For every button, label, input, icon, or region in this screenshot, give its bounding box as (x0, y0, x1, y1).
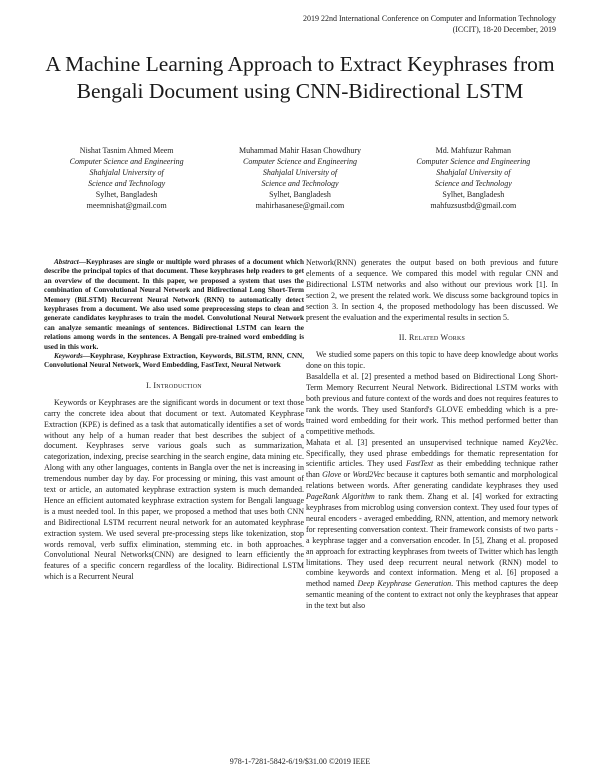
left-column (44, 258, 304, 583)
text-run-italic: Key2Vec (528, 437, 556, 447)
author-univ: Shahjalal University of (436, 168, 511, 177)
text-run: . Specifically, they used phrase embeddings for thematic representation for scientific articles. They used (306, 437, 558, 469)
author-univ: Shahjalal University of (89, 168, 164, 177)
author-1 (40, 145, 213, 211)
conference-header: 2019 22nd International Conference on Computer and Information Technology (ICCIT), 18-20 December, 2019 (302, 14, 556, 34)
author-univ: Science and Technology (434, 179, 512, 188)
author-email: mahirhasanese@gmail.com (255, 201, 345, 210)
author-dept: Computer Science and Engineering (243, 157, 357, 166)
author-block (40, 145, 560, 211)
author-city: Sylhet, Bangladesh (442, 190, 505, 199)
abstract-label: Abstract (54, 258, 79, 266)
paper-title: A Machine Learning Approach to Extract Keyphrases from Bengali Document using CNN-Bidirectional LSTM (45, 52, 555, 103)
author-name: Muhammad Mahir Hasan Chowdhury (239, 146, 361, 155)
text-run-italic: Glove (322, 470, 342, 480)
related-intro: We studied some papers on this topic to have deep knowledge about works done on this topic. (306, 350, 558, 371)
text-run: to rank them. Zhang et al. [4] worked for extracting keyphrases from microblog using conversion context. They used four types of neural encoders - averaged embedding, RNN, attention, and memory network for representing conversation context. Their framework consists of two parts - a keyphrase tagger and a conversation encoder. In [5], Zhang et al. proposed an approach for extracting keyphrases from tweets of Twitter which has length limitations. They used deep recurrent neural network (RNN) model to combine keywords and context information. Meng et al. [6] proposed a method named (306, 492, 558, 589)
author-univ: Science and Technology (261, 179, 339, 188)
abstract: Abstract—Keyphrases are single or multiple word phrases of a document which describe the principal topics of that document. These keyphrases help readers to get an overview of the document. In this paper, we proposed a system that uses the combination of Convolutional Neural Network and Bidirectional Long Short-Term Memory (BiLSTM) Recurrent Neural Network (RNN) to automatically detect keyphrases from a document. We also used some preprocessing steps to clean and generate candidates keyphrases to train the model. Convolutional Neural Network can analyze semantic meanings of sentences. Bidirectional LSTM can learn the relations among words in the sentences. A Bengali pre-trained word embedding is used in this work. (44, 258, 304, 351)
author-city: Sylhet, Bangladesh (95, 190, 158, 199)
text-run: or (341, 470, 353, 480)
author-univ: Science and Technology (88, 179, 166, 188)
section-heading-intro: I. Introduction (146, 380, 202, 390)
text-run: . This method captures the deep semantic meaning of the content to extract not only the keyphrases that appear in the text but also (306, 579, 559, 611)
author-dept: Computer Science and Engineering (416, 157, 531, 166)
text-run: as their embedding technique rather than (306, 459, 559, 480)
intro-paragraph: Keywords or Keyphrases are the significant words in document or text those carry the concrete idea about that document or text. Automated Keyphrase Extraction (KPE) is defined as a task that automatically identifies a set of words without any help of a human reader that best describes the subject of a document. Keyphrases serve various goals such as summarization, categorization, indexing, precise searching in the search engine, data mining etc. Along with any other languages, contents in Bangla over the net is increasing in tremendous number day by day. For processing or mining, this vast amount of text or article, an automated keyphrase extraction system is much demanded. Hence an efficient automated keyphrase extraction system for Bengali language is a must needed tool. In this paper, we proposed a method that uses both CNN and Bidirectional LSTM recurrent neural network for an automated keyphrase extraction system. We used several pre-processing steps like tokenization, stop words removal, verb suffix elimination, stemming etc. in both approaches. Convolutional Neural Networks(CNN) are designed to learn efficiently the features of a specific concern regardless of the locality. Bidirectional LSTM which is a Recurrent Neural (44, 397, 304, 582)
author-dept: Computer Science and Engineering (69, 157, 184, 166)
author-3 (387, 145, 560, 211)
author-name: Md. Mahfuzur Rahman (435, 146, 511, 155)
keywords: Keywords—Keyphrase, Keyphrase Extraction, Keywords, BiLSTM, RNN, CNN, Convolutional Neural Network, Word Embedding, FastText, Neural Network (44, 352, 304, 370)
author-univ: Shahjalal University of (262, 168, 338, 177)
right-paragraph-1: Network(RNN) generates the output based on both previous and future elements of a sequence. We compared this model with regular CNN and Bidirectional LSTM networks and also without our previous work [1]. In section 2, we present the related work. We discuss some background topics in section 3. In section 4, the proposed methodology has been discussed. We present the evaluation and the experimental results in section 5. (306, 258, 558, 322)
author-name: Nishat Tasnim Ahmed Meem (79, 146, 174, 155)
text-run-italic: Deep Keyphrase Generation (357, 579, 452, 589)
keywords-label: Keywords (54, 352, 83, 361)
related-paragraph-basaldella: Basaldella et al. [2] presented a method based on Bidirectional Long Short-Term Memory Recurrent Neural Network. Bidirectional LSTM works with both previous and future context of the words and does not requires features to rank the words. They used Stanford's GLOVE embedding which is a pre-trained word embedding for their work. This method performed better than competitive methods. (306, 372, 558, 436)
text-run-italic: FastText (405, 459, 434, 469)
author-city: Sylhet, Bangladesh (269, 190, 331, 199)
text-run: Mahata et al. [3] presented an unsupervised technique named (306, 437, 529, 447)
author-email: mahfuzsustbd@gmail.com (430, 201, 517, 210)
abstract-text: Keyphrases are single or multiple word phrases of a document which describe the principal topics of that document. These keyphrases help readers to get an overview of the document. In this paper, we proposed a system that uses the combination of Convolutional Neural Network and Bidirectional Long Short-Term Memory (BiLSTM) Recurrent Neural Network (RNN) to automatically detect keyphrases from a document. We also used some preprocessing steps to clean and generate candidates keyphrases to train the model. Convolutional Neural Network can analyze semantic meanings of sentences. Bidirectional LSTM can learn the relations among words in the sentences. A Bengali pre-trained word embedding is used in this work. (44, 258, 304, 351)
author-email: meemnishat@gmail.com (86, 201, 167, 210)
keywords-text: Keyphrase, Keyphrase Extraction, Keywords, BiLSTM, RNN, CNN, Convolutional Neural Network, Word Embedding, FastText, Neural Network (44, 352, 304, 370)
related-paragraph-mahata (306, 438, 558, 613)
text-run-italic: Word2Vec (352, 470, 385, 480)
footer-copyright: 978-1-7281-5842-6/19/$31.00 ©2019 IEEE (229, 757, 371, 766)
right-column (306, 258, 558, 612)
author-2 (213, 145, 386, 211)
section-heading-related: II. Related Works (398, 333, 466, 343)
text-run: because it captures both semantic and morphological relations between words. After generating candidate keyphrases they used (306, 470, 558, 491)
text-run-italic: PageRank Algorithm (306, 492, 375, 502)
